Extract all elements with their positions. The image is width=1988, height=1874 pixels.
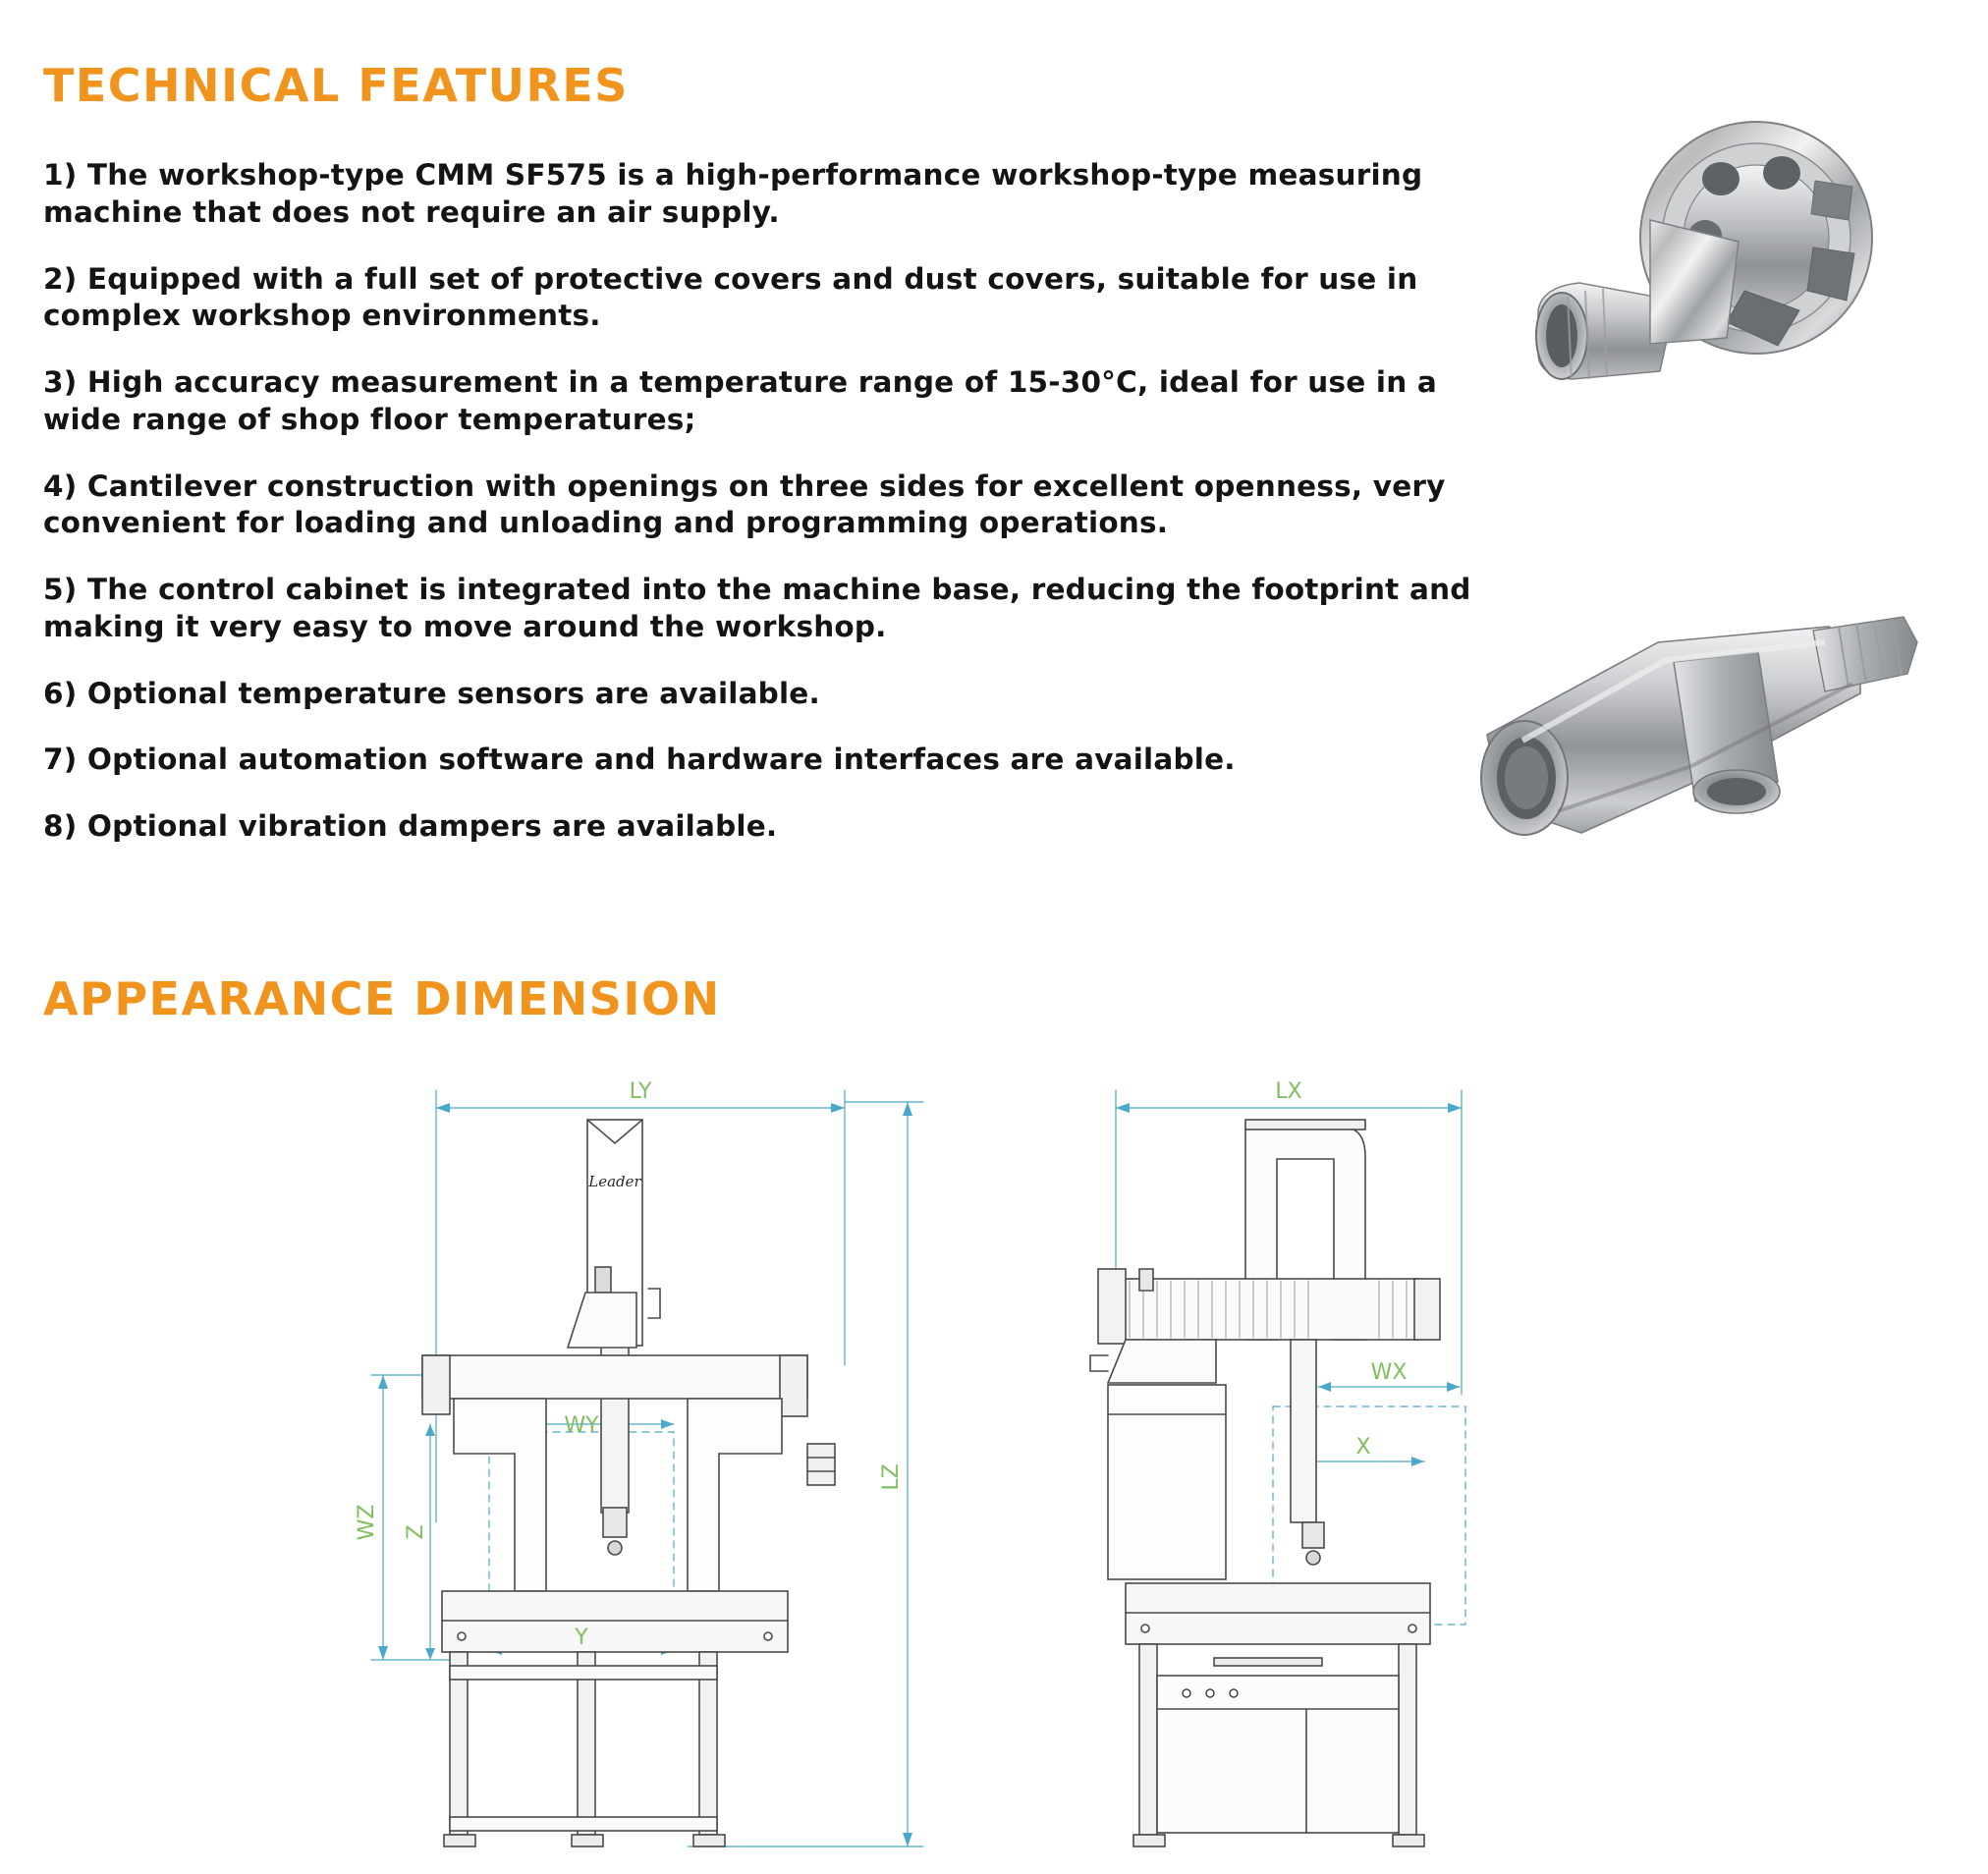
cmm-side-view-drawing	[1090, 1079, 1465, 1846]
technical-features-list	[43, 157, 1487, 846]
brand-label: Leader	[588, 1173, 641, 1190]
product-photo-tee	[1463, 609, 1925, 884]
list-item: 1) The workshop-type CMM SF575 is a high-performance workshop-type measuring machine that does not require an air supply.	[43, 158, 1423, 229]
dimension-label-z: Z	[404, 1524, 428, 1540]
list-item: 7) Optional automation software and hardware interfaces are available.	[43, 743, 1236, 777]
list-item: 2) Equipped with a full set of protective covers and dust covers, suitable for use in complex workshop environments.	[43, 261, 1418, 333]
dimension-label-x: X	[1355, 1435, 1371, 1460]
dimension-label-y: Y	[575, 1626, 588, 1650]
list-item: 6) Optional temperature sensors are available.	[43, 676, 820, 710]
list-item: 4) Cantilever construction with openings on three sides for excellent openness, very convenient for loading and unloading and programming operations.	[43, 468, 1446, 540]
dimension-label-wx: WX	[1370, 1360, 1408, 1385]
dimension-label-wz: WZ	[355, 1504, 379, 1541]
list-item: 5) The control cabinet is integrated into the machine base, reducing the footprint and making it very easy to move around the workshop.	[43, 573, 1471, 643]
dimension-label-lz: LZ	[879, 1463, 904, 1491]
dimension-label-lx: LX	[1275, 1079, 1302, 1104]
page-title-technical-features: TECHNICAL FEATURES	[43, 59, 629, 112]
page-title-appearance-dimension: APPEARANCE DIMENSION	[43, 972, 721, 1025]
dimension-label-ly: LY	[629, 1079, 652, 1104]
list-item: 8) Optional vibration dampers are available.	[43, 809, 778, 843]
appearance-dimension-drawings	[0, 1061, 1988, 1874]
product-photo-flange	[1503, 118, 1915, 422]
cmm-front-view-drawing	[355, 1079, 923, 1846]
dimension-label-wy: WY	[564, 1413, 599, 1438]
list-item: 3) High accuracy measurement in a temperature range of 15-30°C, ideal for use in a wide range of shop floor temperatures;	[43, 365, 1438, 436]
